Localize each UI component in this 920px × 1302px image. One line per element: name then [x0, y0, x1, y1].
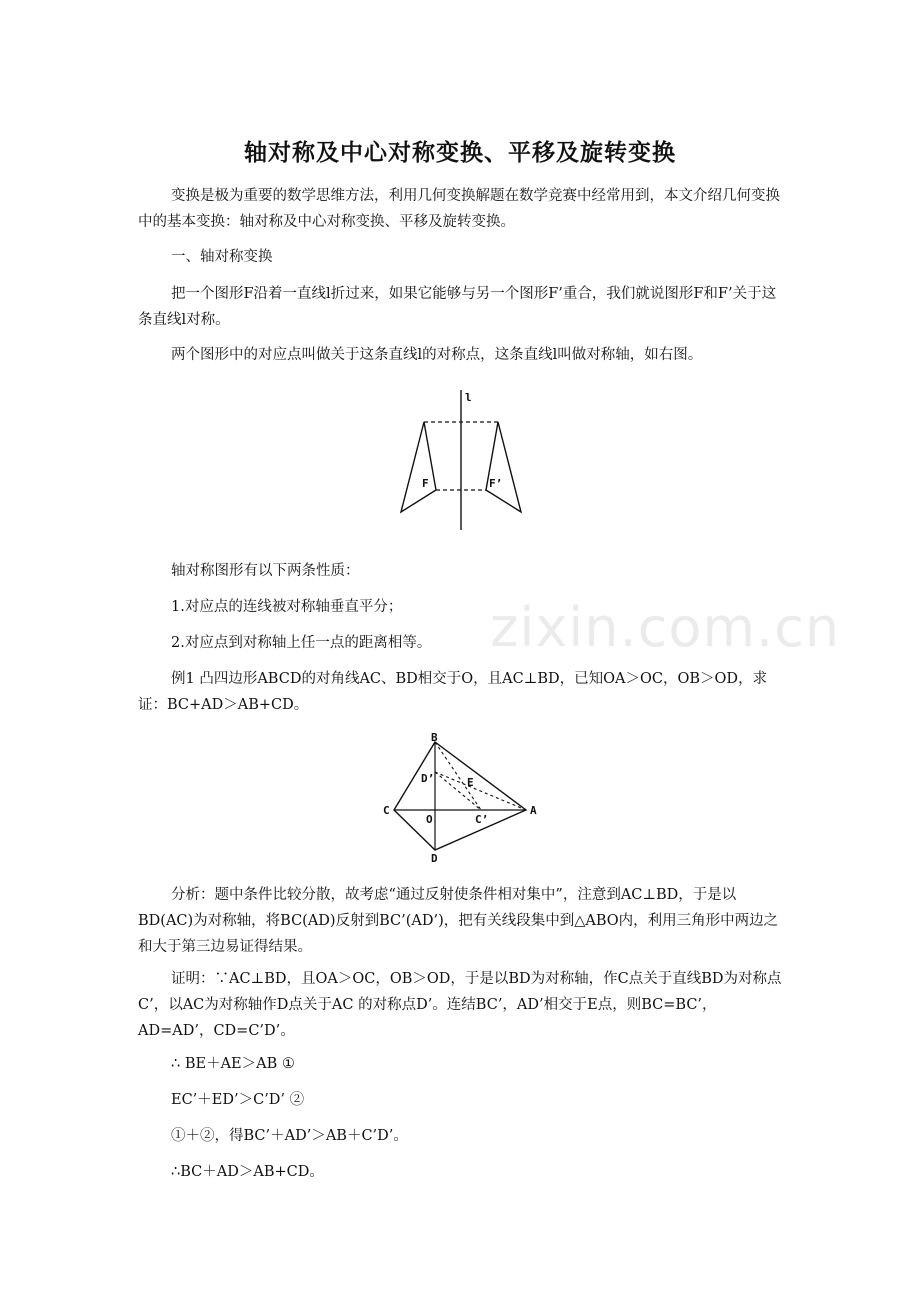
analysis-paragraph: 分析：题中条件比较分散，故考虑“通过反射使条件相对集中”，注意到AC⊥BD，于是以BD(AC)为对称轴，将BC(AD)反射到BC’(AD’)，把有关线段集中到△ABO内，利用三角形中两边之和大于第三边易证得结果。: [138, 887, 779, 955]
watermark: zixin.com.cn: [490, 596, 841, 659]
figure-f-prime: [486, 422, 521, 512]
definition-paragraph: 把一个图形F沿着一直线l折过来，如果它能够与另一个图形F’重合，我们就说图形F和F’关于这条直线l对称。: [138, 286, 777, 328]
section-heading: 一、轴对称变换: [171, 249, 273, 265]
right-figure-label: F’: [489, 477, 503, 490]
label-d: D: [431, 852, 438, 865]
label-c: C: [383, 804, 390, 817]
left-figure-label: F: [422, 477, 429, 490]
label-c-prime: C’: [475, 813, 489, 826]
axial-symmetry-figure: [390, 388, 540, 542]
label-o: O: [426, 813, 433, 826]
label-b: B: [431, 732, 438, 744]
properties-intro: 轴对称图形有以下两条性质：: [171, 563, 360, 579]
segment-c-prime-d-prime: [435, 772, 481, 810]
label-a: A: [530, 804, 537, 817]
corresponding-points-paragraph: 两个图形中的对应点叫做关于这条直线l的对称点，这条直线l叫做对称轴，如右图。: [171, 347, 703, 363]
example-1: 例1 凸四边形ABCD的对角线AC、BD相交于O，且AC⊥BD，已知OA＞OC，OB＞OD，求证：BC+AD＞AB+CD。: [138, 671, 768, 713]
property-1: 1.对应点的连线被对称轴垂直平分；: [171, 599, 403, 615]
segment-ad-prime: [435, 772, 526, 810]
quadrilateral-abcd: [394, 742, 526, 850]
proof-step-2: EC’＋ED’＞C’D’ ②: [171, 1092, 305, 1108]
quadrilateral-figure: [378, 732, 548, 871]
property-2: 2.对应点到对称轴上任一点的距离相等。: [171, 635, 432, 651]
proof-step-3: ①＋②，得BC’＋AD’＞AB＋C’D’。: [171, 1128, 408, 1144]
proof-conclusion: ∴BC＋AD＞AB+CD。: [171, 1164, 324, 1180]
proof-paragraph: 证明：∵AC⊥BD，且OA＞OC，OB＞OD，于是以BD为对称轴，作C点关于直线BD为对称点C’，以AC为对称轴作D点关于AC 的对称点D’。连结BC’，AD’相交于E点，则BC=BC’，AD=AD’，CD=C’D’。: [138, 971, 782, 1039]
label-e: E: [467, 776, 474, 789]
figure-f: [401, 422, 436, 512]
segment-bc-prime: [435, 742, 481, 810]
label-d-prime: D’: [421, 772, 435, 785]
page-title: 轴对称及中心对称变换、平移及旋转变换: [244, 139, 676, 166]
axis-label: l: [465, 391, 472, 404]
proof-step-1: ∴ BE＋AE＞AB ①: [171, 1056, 295, 1072]
intro-paragraph: 变换是极为重要的数学思维方法，利用几何变换解题在数学竞赛中经常用到，本文介绍几何变换中的基本变换：轴对称及中心对称变换、平移及旋转变换。: [138, 188, 780, 230]
